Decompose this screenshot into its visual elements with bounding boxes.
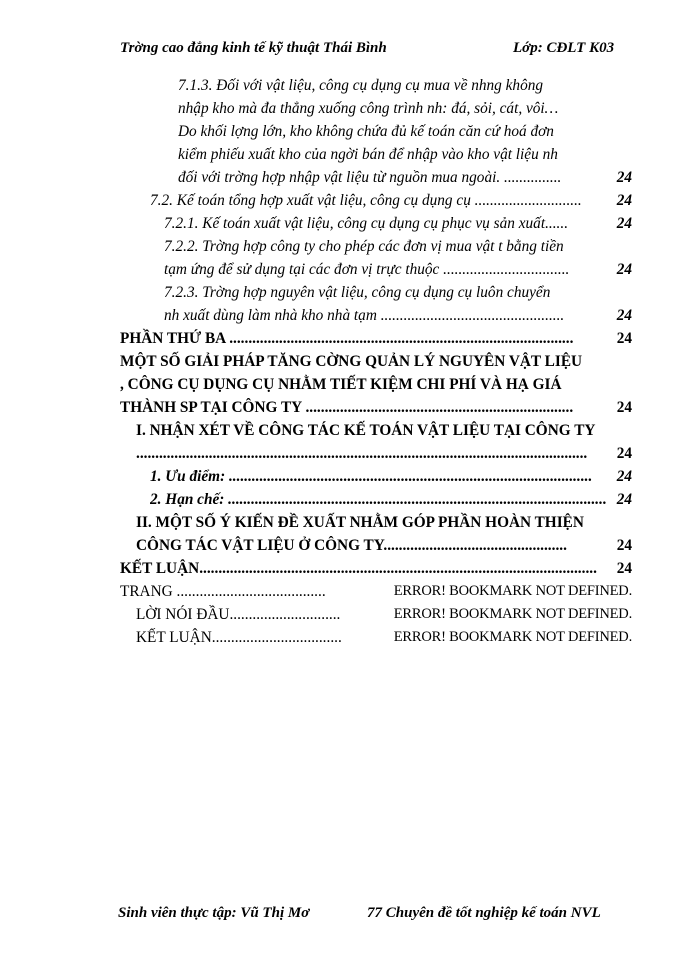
toc-line: TRANG .......................................	[120, 583, 326, 600]
toc-line: nh xuất dùng làm nhà kho nhà tạm ................................................	[164, 307, 565, 324]
toc-line: THÀNH SP TẠI CÔNG TY ......................................................................	[120, 399, 574, 416]
toc-page-number: 24	[615, 189, 632, 212]
toc-entry-7-2-2[interactable]	[120, 235, 632, 281]
toc-entry-7-1-3[interactable]	[120, 74, 632, 189]
toc-entry-trang[interactable]	[120, 580, 632, 603]
toc-entry-section-ii[interactable]	[120, 511, 632, 557]
toc-entry-advantages[interactable]	[120, 465, 632, 488]
footer-thesis-title: 77 Chuyên đề tốt nghiệp kế toán NVL	[367, 905, 601, 921]
toc-page-number: 24	[615, 304, 632, 327]
toc-line: LỜI NÓI ĐẦU.............................	[136, 606, 341, 623]
toc-page-number: 24	[615, 396, 632, 419]
toc-line: II. MỘT SỐ Ý KIẾN ĐỀ XUẤT NHẰM GÓP PHẦN HOÀN THIỆN	[136, 514, 584, 531]
toc-entry-part-three[interactable]	[120, 327, 632, 350]
toc-entry-solutions[interactable]	[120, 350, 632, 419]
toc-page-number: 24	[615, 465, 632, 488]
toc-entry-7-2[interactable]	[120, 189, 632, 212]
toc-line: 7.2.2. Trờng hợp công ty cho phép các đơn vị mua vật t bằng tiền	[164, 238, 564, 255]
toc-line: kiểm phiếu xuất kho của ngời bán để nhập vào kho vật liệu nh	[178, 146, 558, 163]
toc-page-number: 24	[615, 166, 632, 189]
header-class: Lớp: CĐLT K03	[513, 40, 615, 56]
toc-line: , CÔNG CỤ DỤNG CỤ NHẰM TIẾT KIỆM CHI PHÍ VÀ HẠ GIÁ	[120, 376, 562, 393]
toc-line: 7.2.1. Kế toán xuất vật liệu, công cụ dụng cụ phục vụ sản xuất......	[164, 215, 569, 232]
toc-line: 7.1.3. Đối với vật liệu, công cụ dụng cụ mua về nhng không	[178, 77, 544, 94]
toc-entry-conclusion[interactable]	[120, 557, 632, 580]
header-school: Trờng cao đẳng kinh tế kỹ thuật Thái Bình	[120, 40, 387, 56]
toc-page-error: ERROR! BOOKMARK NOT DEFINED.	[392, 603, 632, 626]
toc-line: Do khối lợng lớn, kho không chứa đủ kế toán căn cứ hoá đơn	[178, 123, 554, 140]
toc-entry-section-i[interactable]	[120, 419, 632, 465]
toc-line: nhập kho mà đa thẳng xuống công trình nh: đá, sỏi, cát, vôi…	[178, 100, 559, 117]
toc-line: KẾT LUẬN..................................	[136, 629, 342, 646]
toc-line: CÔNG TÁC VẬT LIỆU Ở CÔNG TY................................................	[136, 537, 567, 554]
toc-line: 7.2. Kế toán tổng hợp xuất vật liệu, công cụ dụng cụ ............................	[150, 192, 582, 209]
toc-entry-7-2-1[interactable]	[120, 212, 632, 235]
toc-line: PHẦN THỨ BA ..........................................................................................	[120, 330, 574, 347]
toc-entry-preface[interactable]	[120, 603, 632, 626]
toc-line: đối với trờng hợp nhập vật liệu từ nguồn mua ngoài. ...............	[178, 169, 562, 186]
toc-page-number: 24	[615, 488, 632, 511]
toc-line: tạm ứng để sử dụng tại các đơn vị trực thuộc .................................	[164, 261, 570, 278]
toc-line: I. NHẬN XÉT VỀ CÔNG TÁC KẾ TOÁN VẬT LIỆU TẠI CÔNG TY	[136, 422, 596, 439]
toc-page-number: 24	[615, 534, 632, 557]
toc-page-number: 24	[615, 557, 632, 580]
toc-entry-limitations[interactable]	[120, 488, 632, 511]
toc-line: 1. Ưu điểm: ...............................................................................................	[150, 468, 593, 485]
toc-page-error: ERROR! BOOKMARK NOT DEFINED.	[392, 626, 632, 649]
toc-page-number: 24	[615, 258, 632, 281]
toc-entry-conclusion-2[interactable]	[120, 626, 632, 649]
toc-page-error: ERROR! BOOKMARK NOT DEFINED.	[392, 580, 632, 603]
footer-student: Sinh viên thực tập: Vũ Thị Mơ	[118, 905, 310, 921]
toc-line: 7.2.3. Trờng hợp nguyên vật liệu, công cụ dụng cụ luôn chuyển	[164, 284, 551, 301]
toc-page-number: 24	[615, 212, 632, 235]
toc-line: ......................................................................................................................	[136, 445, 588, 462]
table-of-contents	[120, 74, 632, 649]
toc-page-number: 24	[615, 442, 632, 465]
toc-line: KẾT LUẬN........................................................................................................	[120, 560, 597, 577]
toc-page-number: 24	[615, 327, 632, 350]
toc-line: 2. Hạn chế: ...................................................................................................	[150, 491, 607, 508]
toc-line: MỘT SỐ GIẢI PHÁP TĂNG CỜNG QUẢN LÝ NGUYÊN VẬT LIỆU	[120, 353, 583, 370]
toc-entry-7-2-3[interactable]	[120, 281, 632, 327]
